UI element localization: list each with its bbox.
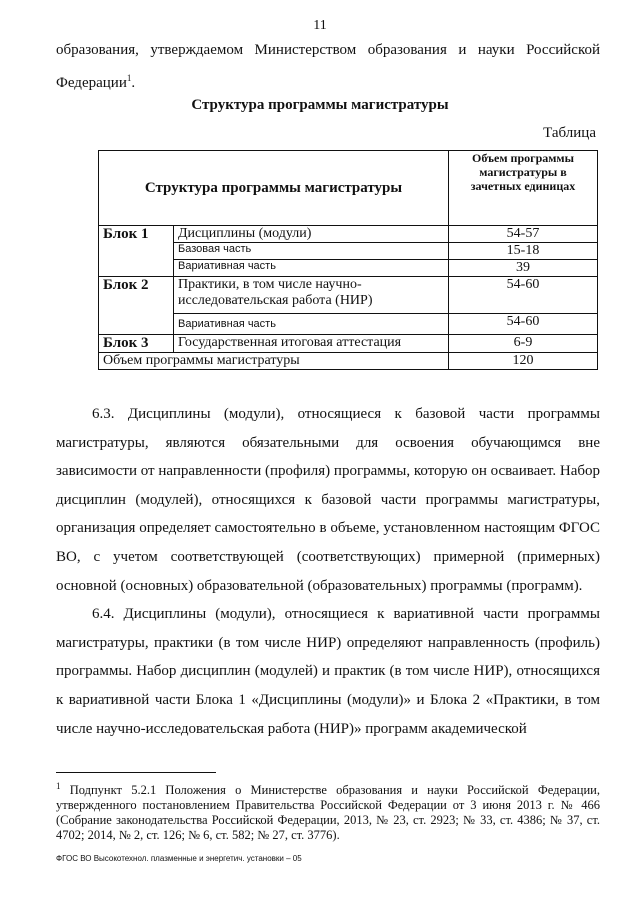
row-value: 15-18: [449, 243, 598, 260]
block-cell: Блок 3: [99, 335, 174, 353]
footnote-mark: 1: [56, 781, 61, 791]
row-value: 39: [449, 260, 598, 277]
row-value: 54-60: [449, 314, 598, 335]
intro-line-2-end: .: [131, 75, 136, 91]
table-row: [99, 226, 598, 243]
block-cell: Блок 2: [99, 277, 174, 335]
intro-line-2: [56, 64, 600, 97]
row-label: Дисциплины (модули): [174, 226, 449, 243]
row-label: Практики, в том числе научно-исследовательская работа (НИР): [174, 277, 449, 314]
intro-line-2-text: Федерации: [56, 75, 127, 91]
row-label: Вариативная часть: [174, 314, 449, 335]
table-row: [99, 277, 598, 314]
row-value: 6-9: [449, 335, 598, 353]
section-title: Структура программы магистратуры: [191, 97, 449, 113]
table-row: [99, 243, 598, 260]
row-label: Государственная итоговая аттестация: [174, 335, 449, 353]
footnote-ref: 1: [126, 73, 132, 83]
row-value: 54-57: [449, 226, 598, 243]
intro-line-1: образования, утверждаемом Министерством образования и науки Российской: [56, 42, 600, 58]
footnote-text: Подпункт 5.2.1 Положения о Министерстве образования и науки Российской Федерации, утвержденного постановлением Правительства Российской Федерации от 3 июня 2013 г. № 466 (Собрание законодательства Российской Федерации, 2013, № 23, ст. 2923; № 33, ст. 4386; № 37, ст. 4702; 2014, № 2, ст. 126; № 6, ст. 582; № 27, ст. 3776).: [56, 783, 600, 843]
page-number: 11: [313, 18, 327, 33]
table-row: [99, 260, 598, 277]
program-structure-table: [98, 150, 598, 370]
header-volume: Объем программы магистратуры в зачетных единицах: [449, 151, 598, 226]
table-row: [99, 314, 598, 335]
row-value: 54-60: [449, 277, 598, 314]
table-row: [99, 335, 598, 353]
paragraph-6-3: 6.3. Дисциплины (модули), относящиеся к базовой части программы магистратуры, являются обязательными для освоения обучающимся вне зависимости от направленности (профиля) программы, которую он осваивает. Набор дисциплин (модулей), относящихся к базовой части программы магистратуры, организация определяет самостоятельно в объеме, установленном настоящим ФГОС ВО, с учетом соответствующей (соответствующих) примерной (примерных) основной (основных) образовательной (образовательных) программы (программ).: [56, 406, 600, 594]
intro-text: [56, 36, 600, 97]
table-header-row: [99, 151, 598, 226]
row-label: Базовая часть: [174, 243, 449, 260]
table-label: Таблица: [543, 125, 596, 141]
body-text: [56, 400, 600, 743]
footnote-separator: [56, 772, 216, 773]
footnote: [56, 779, 600, 843]
block-cell: Блок 1: [99, 226, 174, 277]
total-value: 120: [449, 353, 598, 370]
total-label: Объем программы магистратуры: [99, 353, 449, 370]
paragraph-6-4: 6.4. Дисциплины (модули), относящиеся к вариативной части программы магистратуры, практики (в том числе НИР) определяют направленность (профиль) программы. Набор дисциплин (модулей) и практик (в том числе НИР), относящихся к вариативной части Блока 1 «Дисциплины (модули)» и Блока 2 «Практики, в том числе научно-исследовательская работа (НИР)» программ академической: [56, 606, 600, 737]
table-total-row: [99, 353, 598, 370]
page-footer: ФГОС ВО Высокотехнол. плазменные и энергетич. установки – 05: [56, 854, 302, 863]
header-structure: Структура программы магистратуры: [99, 151, 449, 226]
row-label: Вариативная часть: [174, 260, 449, 277]
